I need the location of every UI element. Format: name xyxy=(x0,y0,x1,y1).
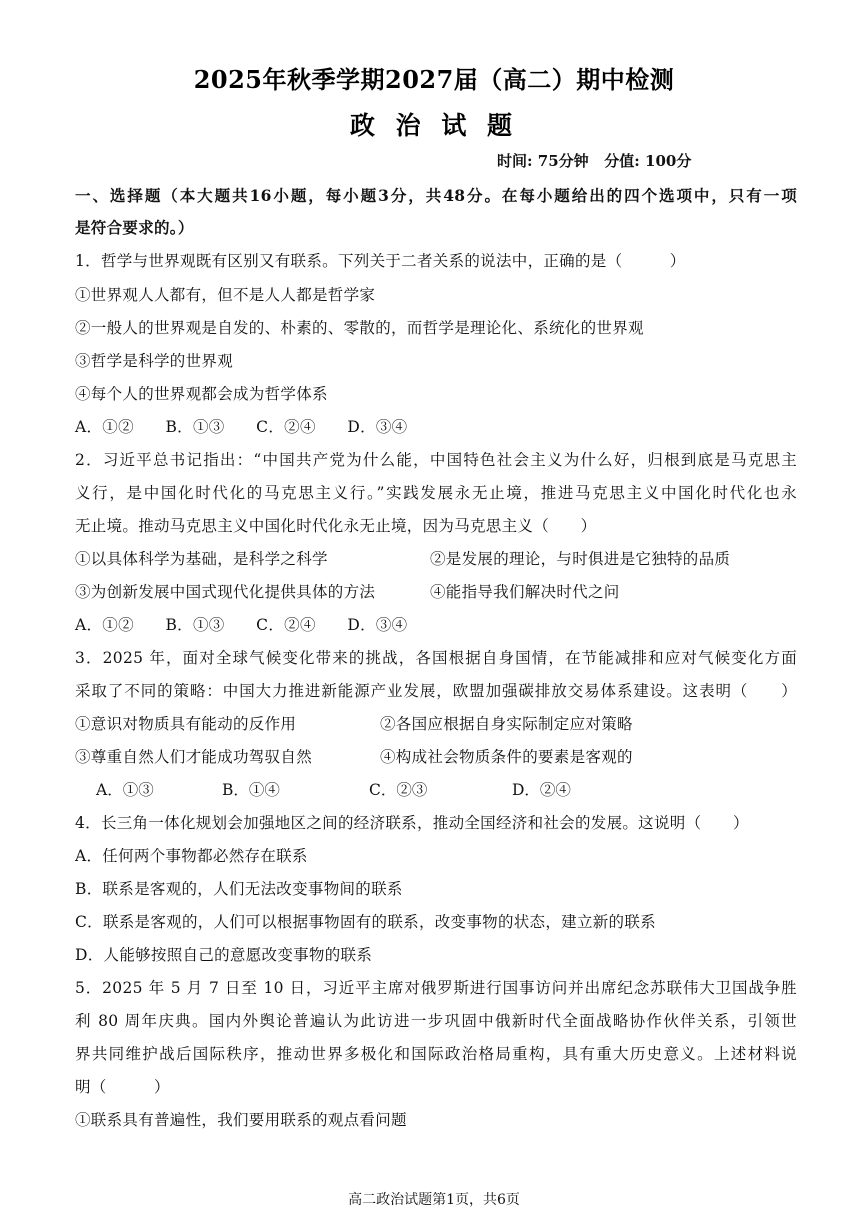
q2-stem-line3: 无止境。推动马克思主义中国化时代化永无止境，因为马克思主义（ ） xyxy=(75,517,597,535)
q2-options: A．①② B．①③ C．②④ D．③④ xyxy=(75,616,408,634)
q4-option-b: B．联系是客观的，人们无法改变事物间的联系 xyxy=(75,880,403,898)
q1-statement-2: ②一般人的世界观是自发的、朴素的、零散的，而哲学是理论化、系统化的世界观 xyxy=(75,319,644,337)
q2-statement-4: ④能指导我们解决时代之问 xyxy=(430,583,620,601)
q5-statement-1: ①联系具有普遍性，我们要用联系的观点看问题 xyxy=(75,1111,407,1129)
q5-stem-line2: 利 80 周年庆典。国内外舆论普遍认为此访进一步巩固中俄新时代全面战略协作伙伴关系，引领世 xyxy=(75,1012,797,1030)
q3-option-c: C．②③ xyxy=(369,781,428,799)
q1-statement-3: ③哲学是科学的世界观 xyxy=(75,352,234,370)
q2-statement-3: ③为创新发展中国式现代化提供具体的方法 xyxy=(75,583,376,601)
q4-option-c: C．联系是客观的，人们可以根据事物固有的联系，改变事物的状态，建立新的联系 xyxy=(75,913,656,931)
page-footer: 高二政治试题第1页，共6页 xyxy=(348,1192,520,1208)
q1-statement-1: ①世界观人人都有，但不是人人都是哲学家 xyxy=(75,286,376,304)
exam-subject: 政 治 试 题 xyxy=(349,111,519,140)
q4-stem: 4．长三角一体化规划会加强地区之间的经济联系，推动全国经济和社会的发展。这说明（ ） xyxy=(75,814,749,832)
q3-statement-2: ②各国应根据自身实际制定应对策略 xyxy=(380,715,633,733)
q2-statement-1: ①以具体科学为基础，是科学之科学 xyxy=(75,550,328,568)
q4-option-a: A．任何两个事物都必然存在联系 xyxy=(75,847,308,865)
q3-option-b: B．①④ xyxy=(222,781,280,799)
q4-option-d: D．人能够按照自己的意愿改变事物的联系 xyxy=(75,946,373,964)
q1-stem: 1．哲学与世界观既有区别又有联系。下列关于二者关系的说法中，正确的是（ ） xyxy=(75,252,686,270)
q5-stem-line1: 5．2025 年 5 月 7 日至 10 日，习近平主席对俄罗斯进行国事访问并出席纪念苏联伟大卫国战争胜 xyxy=(75,979,797,997)
q3-stem-line1: 3．2025 年，面对全球气候变化带来的挑战，各国根据自身国情，在节能减排和应对气候变化方面 xyxy=(75,649,797,667)
section-instruction-line1: 一、选择题（本大题共16小题，每小题3分，共48分。在每小题给出的四个选项中，只有一项 xyxy=(75,186,797,205)
q5-stem-line4: 明（ ） xyxy=(75,1078,170,1096)
q2-stem-line2: 义行，是中国化时代化的马克思主义行。”实践发展永无止境，推进马克思主义中国化时代化也永 xyxy=(75,484,797,502)
q3-option-a: A．①③ xyxy=(96,781,154,799)
q3-option-d: D．②④ xyxy=(512,781,571,799)
q1-statement-4: ④每个人的世界观都会成为哲学体系 xyxy=(75,385,328,403)
section-instruction-line2: 是符合要求的。） xyxy=(75,218,194,237)
q1-options: A．①② B．①③ C．②④ D．③④ xyxy=(75,418,408,436)
q3-statement-3: ③尊重自然人们才能成功驾驭自然 xyxy=(75,748,313,766)
q2-stem-line1: 2．习近平总书记指出：“中国共产党为什么能，中国特色社会主义为什么好，归根到底是马克思主 xyxy=(75,451,797,469)
q3-statement-1: ①意识对物质具有能动的反作用 xyxy=(75,715,297,733)
q2-statement-2: ②是发展的理论，与时俱进是它独特的品质 xyxy=(430,550,731,568)
exam-title: 2025年秋季学期2027届（高二）期中检测 xyxy=(193,65,675,94)
q3-stem-line2: 采取了不同的策略：中国大力推进新能源产业发展，欧盟加强碳排放交易体系建设。这表明（ ） xyxy=(75,682,797,700)
q3-statement-4: ④构成社会物质条件的要素是客观的 xyxy=(380,748,633,766)
exam-time-score: 时间: 75分钟 分值: 100分 xyxy=(497,152,692,170)
q5-stem-line3: 界共同维护战后国际秩序，推动世界多极化和国际政治格局重构，具有重大历史意义。上述材料说 xyxy=(75,1045,797,1063)
